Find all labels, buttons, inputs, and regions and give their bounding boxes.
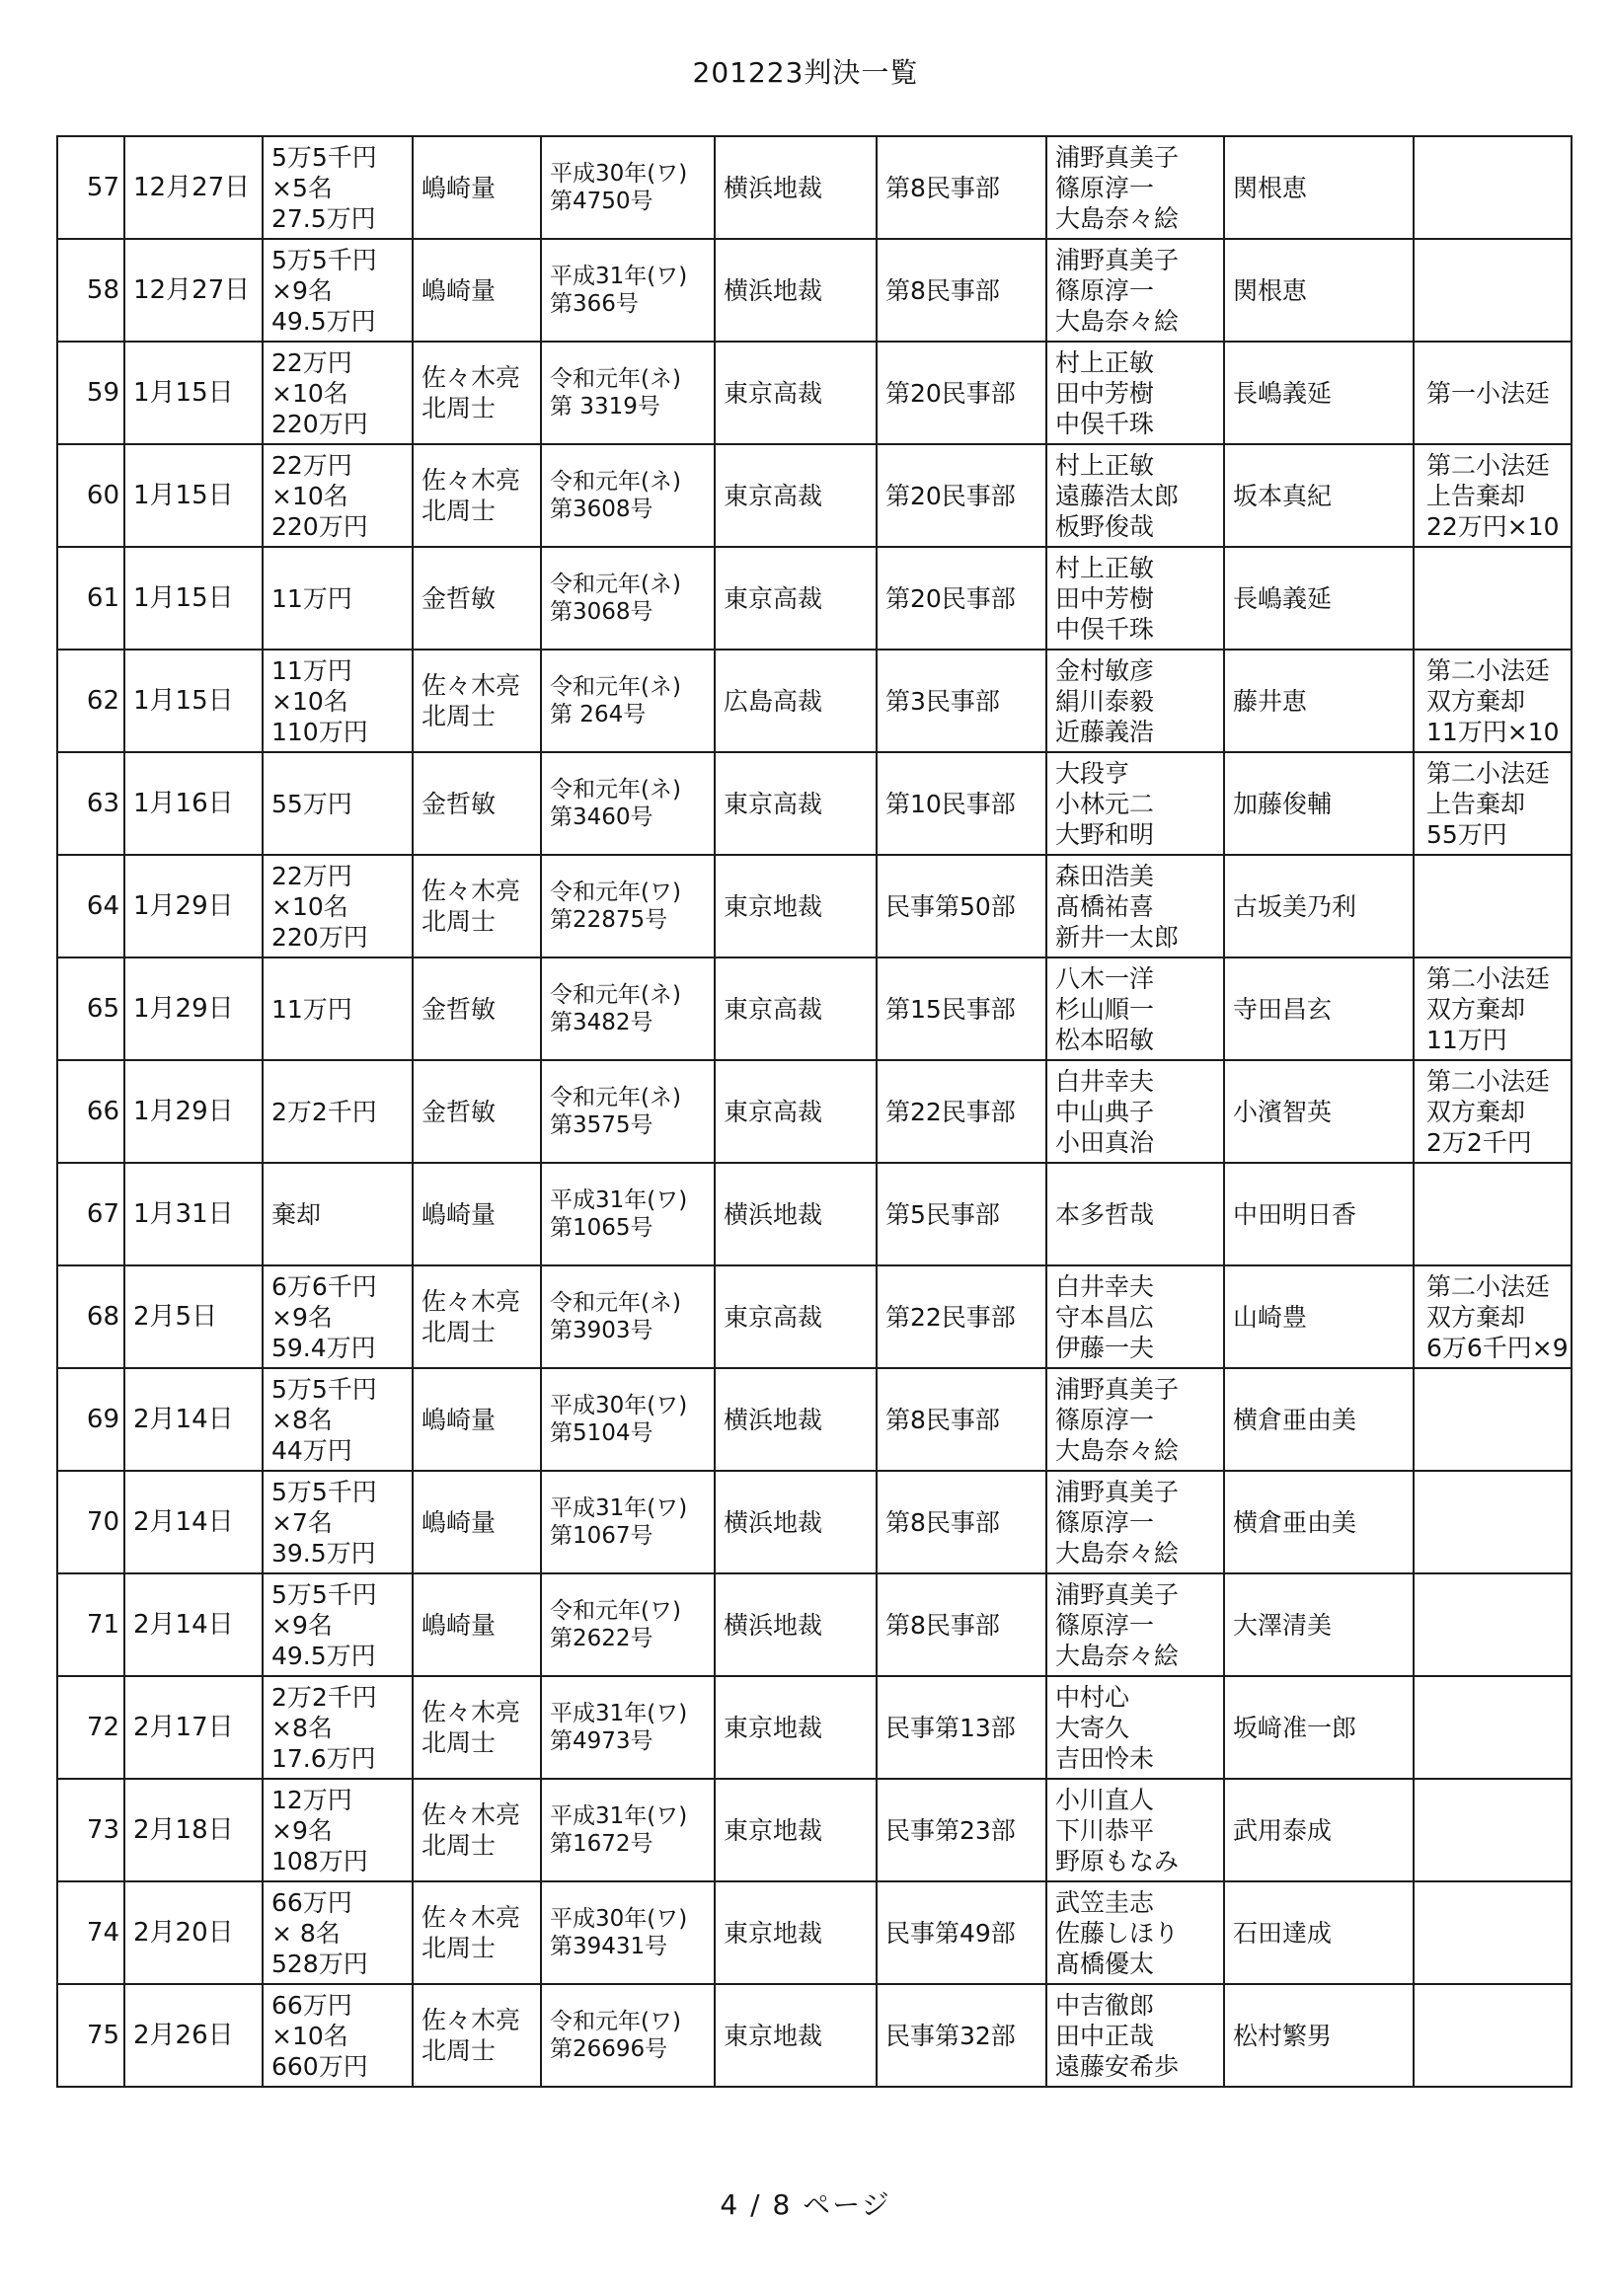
cell-notes (1414, 1368, 1572, 1471)
cell-judges: 浦野真美子 篠原淳一 大島奈々絵 (1046, 1368, 1224, 1471)
cell-date: 2月20日 (124, 1881, 263, 1984)
cell-amount: 5万5千円 ×7名 39.5万円 (263, 1471, 413, 1573)
cell-clerk: 藤井恵 (1224, 650, 1414, 752)
cell-case-id: 平成31年(ワ) 第366号 (541, 239, 715, 342)
cell-date: 2月14日 (124, 1471, 263, 1573)
cell-court: 東京地裁 (715, 1984, 877, 2087)
cell-notes (1414, 547, 1572, 650)
table-row (57, 752, 1572, 855)
cell-notes (1414, 855, 1572, 957)
cell-case-id: 平成30年(ワ) 第39431号 (541, 1881, 715, 1984)
cell-amount: 2万2千円 ×8名 17.6万円 (263, 1676, 413, 1779)
cell-attorney: 金哲敏 (413, 957, 541, 1060)
page-header-title: 201223判決一覧 (692, 56, 919, 89)
cell-date: 1月29日 (124, 1060, 263, 1163)
cell-case-number: 74 (57, 1881, 124, 1984)
cell-amount: 5万5千円 ×8名 44万円 (263, 1368, 413, 1471)
cell-division: 第8民事部 (877, 136, 1046, 239)
table-row (57, 239, 1572, 342)
table-row (57, 136, 1572, 239)
table-row (57, 444, 1572, 547)
verdict-table (56, 135, 1573, 2088)
cell-case-number: 61 (57, 547, 124, 650)
cell-date: 2月26日 (124, 1984, 263, 2087)
cell-division: 第20民事部 (877, 342, 1046, 444)
cell-amount: 11万円 (263, 957, 413, 1060)
cell-case-number: 64 (57, 855, 124, 957)
cell-notes: 第一小法廷 (1414, 342, 1572, 444)
table-row (57, 1163, 1572, 1265)
table-row (57, 1676, 1572, 1779)
cell-court: 横浜地裁 (715, 239, 877, 342)
cell-judges: 中吉徹郎 田中正哉 遠藤安希歩 (1046, 1984, 1224, 2087)
table-row (57, 547, 1572, 650)
cell-case-id: 令和元年(ネ) 第3903号 (541, 1265, 715, 1368)
cell-attorney: 金哲敏 (413, 1060, 541, 1163)
cell-case-id: 平成31年(ワ) 第4973号 (541, 1676, 715, 1779)
cell-attorney: 佐々木亮 北周士 (413, 1676, 541, 1779)
cell-attorney: 嶋崎量 (413, 136, 541, 239)
cell-case-number: 75 (57, 1984, 124, 2087)
cell-notes: 第二小法廷 双方棄却 2万2千円 (1414, 1060, 1572, 1163)
cell-clerk: 大澤清美 (1224, 1573, 1414, 1676)
cell-amount: 22万円 ×10名 220万円 (263, 855, 413, 957)
cell-court: 東京高裁 (715, 1060, 877, 1163)
cell-clerk: 山崎豊 (1224, 1265, 1414, 1368)
cell-date: 2月14日 (124, 1573, 263, 1676)
cell-clerk: 加藤俊輔 (1224, 752, 1414, 855)
cell-division: 民事第23部 (877, 1779, 1046, 1881)
cell-division: 民事第49部 (877, 1881, 1046, 1984)
cell-division: 第8民事部 (877, 1368, 1046, 1471)
cell-amount: 5万5千円 ×5名 27.5万円 (263, 136, 413, 239)
cell-date: 2月5日 (124, 1265, 263, 1368)
cell-clerk: 長嶋義延 (1224, 342, 1414, 444)
cell-amount: 66万円 ×10名 660万円 (263, 1984, 413, 2087)
cell-date: 2月18日 (124, 1779, 263, 1881)
cell-court: 横浜地裁 (715, 1471, 877, 1573)
table-row (57, 1573, 1572, 1676)
cell-judges: 大段亨 小林元二 大野和明 (1046, 752, 1224, 855)
cell-judges: 村上正敏 田中芳樹 中俣千珠 (1046, 547, 1224, 650)
cell-case-number: 58 (57, 239, 124, 342)
cell-notes: 第二小法廷 上告棄却 55万円 (1414, 752, 1572, 855)
cell-amount: 2万2千円 (263, 1060, 413, 1163)
cell-judges: 小川直人 下川恭平 野原もなみ (1046, 1779, 1224, 1881)
cell-attorney: 佐々木亮 北周士 (413, 1984, 541, 2087)
cell-attorney: 嶋崎量 (413, 1368, 541, 1471)
cell-clerk: 松村繁男 (1224, 1984, 1414, 2087)
cell-case-id: 令和元年(ネ) 第 3319号 (541, 342, 715, 444)
cell-amount: 22万円 ×10名 220万円 (263, 342, 413, 444)
table-row (57, 1471, 1572, 1573)
cell-judges: 八木一洋 杉山順一 松本昭敏 (1046, 957, 1224, 1060)
cell-division: 民事第32部 (877, 1984, 1046, 2087)
cell-judges: 本多哲哉 (1046, 1163, 1224, 1265)
cell-notes: 第二小法廷 双方棄却 11万円 (1414, 957, 1572, 1060)
cell-case-number: 69 (57, 1368, 124, 1471)
cell-case-number: 72 (57, 1676, 124, 1779)
cell-judges: 浦野真美子 篠原淳一 大島奈々絵 (1046, 239, 1224, 342)
cell-court: 東京高裁 (715, 342, 877, 444)
cell-clerk: 武用泰成 (1224, 1779, 1414, 1881)
cell-division: 第3民事部 (877, 650, 1046, 752)
cell-date: 1月16日 (124, 752, 263, 855)
cell-date: 2月14日 (124, 1368, 263, 1471)
cell-date: 1月15日 (124, 547, 263, 650)
cell-division: 第22民事部 (877, 1265, 1046, 1368)
cell-judges: 白井幸夫 中山典子 小田真治 (1046, 1060, 1224, 1163)
cell-notes (1414, 1881, 1572, 1984)
cell-date: 2月17日 (124, 1676, 263, 1779)
cell-date: 1月29日 (124, 855, 263, 957)
cell-notes (1414, 239, 1572, 342)
cell-case-id: 令和元年(ワ) 第22875号 (541, 855, 715, 957)
cell-case-number: 59 (57, 342, 124, 444)
cell-division: 第10民事部 (877, 752, 1046, 855)
cell-court: 横浜地裁 (715, 136, 877, 239)
cell-case-number: 57 (57, 136, 124, 239)
table-row (57, 1368, 1572, 1471)
cell-notes (1414, 1984, 1572, 2087)
table-row (57, 342, 1572, 444)
cell-amount: 5万5千円 ×9名 49.5万円 (263, 239, 413, 342)
cell-court: 横浜地裁 (715, 1368, 877, 1471)
cell-judges: 金村敏彦 絹川泰毅 近藤義浩 (1046, 650, 1224, 752)
cell-case-id: 平成31年(ワ) 第1065号 (541, 1163, 715, 1265)
cell-attorney: 佐々木亮 北周士 (413, 855, 541, 957)
cell-case-number: 60 (57, 444, 124, 547)
cell-case-id: 平成30年(ワ) 第4750号 (541, 136, 715, 239)
cell-court: 東京高裁 (715, 1265, 877, 1368)
cell-attorney: 嶋崎量 (413, 1471, 541, 1573)
cell-court: 東京地裁 (715, 1676, 877, 1779)
cell-amount: 66万円 × 8名 528万円 (263, 1881, 413, 1984)
cell-judges: 浦野真美子 篠原淳一 大島奈々絵 (1046, 1573, 1224, 1676)
cell-attorney: 嶋崎量 (413, 239, 541, 342)
cell-case-id: 平成31年(ワ) 第1672号 (541, 1779, 715, 1881)
cell-clerk: 関根恵 (1224, 239, 1414, 342)
cell-division: 第8民事部 (877, 239, 1046, 342)
cell-division: 第20民事部 (877, 444, 1046, 547)
cell-clerk: 坂﨑准一郎 (1224, 1676, 1414, 1779)
cell-judges: 森田浩美 髙橋祐喜 新井一太郎 (1046, 855, 1224, 957)
cell-notes (1414, 1471, 1572, 1573)
cell-clerk: 寺田昌玄 (1224, 957, 1414, 1060)
cell-amount: 55万円 (263, 752, 413, 855)
cell-attorney: 嶋崎量 (413, 1163, 541, 1265)
cell-date: 12月27日 (124, 239, 263, 342)
cell-court: 横浜地裁 (715, 1163, 877, 1265)
cell-court: 広島高裁 (715, 650, 877, 752)
cell-notes (1414, 1676, 1572, 1779)
cell-attorney: 金哲敏 (413, 547, 541, 650)
cell-amount: 5万5千円 ×9名 49.5万円 (263, 1573, 413, 1676)
cell-division: 第8民事部 (877, 1471, 1046, 1573)
cell-notes (1414, 1573, 1572, 1676)
cell-case-number: 62 (57, 650, 124, 752)
cell-judges: 白井幸夫 守本昌広 伊藤一夫 (1046, 1265, 1224, 1368)
table-row (57, 1881, 1572, 1984)
cell-date: 1月29日 (124, 957, 263, 1060)
cell-notes: 第二小法廷 双方棄却 6万6千円×9 (1414, 1265, 1572, 1368)
cell-clerk: 坂本真紀 (1224, 444, 1414, 547)
cell-case-id: 令和元年(ネ) 第3575号 (541, 1060, 715, 1163)
cell-judges: 村上正敏 田中芳樹 中俣千珠 (1046, 342, 1224, 444)
cell-judges: 浦野真美子 篠原淳一 大島奈々絵 (1046, 1471, 1224, 1573)
table-row (57, 1779, 1572, 1881)
cell-division: 第22民事部 (877, 1060, 1046, 1163)
cell-judges: 村上正敏 遠藤浩太郎 板野俊哉 (1046, 444, 1224, 547)
cell-division: 民事第50部 (877, 855, 1046, 957)
cell-amount: 棄却 (263, 1163, 413, 1265)
cell-court: 東京高裁 (715, 547, 877, 650)
table-row (57, 1060, 1572, 1163)
cell-attorney: 佐々木亮 北周士 (413, 444, 541, 547)
cell-division: 民事第13部 (877, 1676, 1046, 1779)
cell-attorney: 金哲敏 (413, 752, 541, 855)
cell-date: 12月27日 (124, 136, 263, 239)
cell-case-number: 68 (57, 1265, 124, 1368)
cell-case-id: 令和元年(ネ) 第3608号 (541, 444, 715, 547)
cell-clerk: 中田明日香 (1224, 1163, 1414, 1265)
cell-case-id: 令和元年(ネ) 第 264号 (541, 650, 715, 752)
cell-judges: 浦野真美子 篠原淳一 大島奈々絵 (1046, 136, 1224, 239)
cell-case-id: 令和元年(ワ) 第2622号 (541, 1573, 715, 1676)
cell-case-number: 67 (57, 1163, 124, 1265)
cell-judges: 中村心 大寄久 吉田怜未 (1046, 1676, 1224, 1779)
cell-clerk: 横倉亜由美 (1224, 1368, 1414, 1471)
cell-clerk: 長嶋義延 (1224, 547, 1414, 650)
cell-court: 横浜地裁 (715, 1573, 877, 1676)
cell-case-number: 63 (57, 752, 124, 855)
cell-notes: 第二小法廷 双方棄却 11万円×10 (1414, 650, 1572, 752)
page-footer-label: 4 / 8 ページ (720, 2188, 891, 2221)
cell-date: 1月15日 (124, 444, 263, 547)
table-row (57, 855, 1572, 957)
cell-division: 第8民事部 (877, 1573, 1046, 1676)
cell-court: 東京地裁 (715, 1881, 877, 1984)
cell-court: 東京高裁 (715, 957, 877, 1060)
cell-attorney: 佐々木亮 北周士 (413, 650, 541, 752)
cell-clerk: 横倉亜由美 (1224, 1471, 1414, 1573)
cell-notes (1414, 1163, 1572, 1265)
cell-date: 1月31日 (124, 1163, 263, 1265)
cell-amount: 12万円 ×9名 108万円 (263, 1779, 413, 1881)
cell-attorney: 佐々木亮 北周士 (413, 342, 541, 444)
cell-date: 1月15日 (124, 650, 263, 752)
cell-case-number: 73 (57, 1779, 124, 1881)
cell-case-id: 令和元年(ワ) 第26696号 (541, 1984, 715, 2087)
cell-division: 第5民事部 (877, 1163, 1046, 1265)
cell-amount: 11万円 (263, 547, 413, 650)
cell-case-id: 平成31年(ワ) 第1067号 (541, 1471, 715, 1573)
cell-case-id: 令和元年(ネ) 第3482号 (541, 957, 715, 1060)
cell-clerk: 石田達成 (1224, 1881, 1414, 1984)
cell-court: 東京地裁 (715, 1779, 877, 1881)
cell-case-number: 70 (57, 1471, 124, 1573)
cell-attorney: 佐々木亮 北周士 (413, 1265, 541, 1368)
cell-case-number: 65 (57, 957, 124, 1060)
cell-amount: 11万円 ×10名 110万円 (263, 650, 413, 752)
cell-case-id: 令和元年(ネ) 第3068号 (541, 547, 715, 650)
cell-division: 第20民事部 (877, 547, 1046, 650)
cell-clerk: 古坂美乃利 (1224, 855, 1414, 957)
cell-notes (1414, 1779, 1572, 1881)
table-row (57, 957, 1572, 1060)
table-row (57, 1984, 1572, 2087)
cell-court: 東京高裁 (715, 752, 877, 855)
cell-court: 東京地裁 (715, 855, 877, 957)
cell-attorney: 佐々木亮 北周士 (413, 1779, 541, 1881)
cell-date: 1月15日 (124, 342, 263, 444)
table-row (57, 1265, 1572, 1368)
cell-case-number: 66 (57, 1060, 124, 1163)
cell-court: 東京高裁 (715, 444, 877, 547)
cell-division: 第15民事部 (877, 957, 1046, 1060)
verdict-table-body (57, 136, 1572, 2087)
cell-attorney: 嶋崎量 (413, 1573, 541, 1676)
cell-attorney: 佐々木亮 北周士 (413, 1881, 541, 1984)
table-row (57, 650, 1572, 752)
cell-case-id: 令和元年(ネ) 第3460号 (541, 752, 715, 855)
cell-amount: 22万円 ×10名 220万円 (263, 444, 413, 547)
cell-clerk: 小濱智英 (1224, 1060, 1414, 1163)
cell-case-id: 平成30年(ワ) 第5104号 (541, 1368, 715, 1471)
cell-amount: 6万6千円 ×9名 59.4万円 (263, 1265, 413, 1368)
cell-notes: 第二小法廷 上告棄却 22万円×10 (1414, 444, 1572, 547)
cell-case-number: 71 (57, 1573, 124, 1676)
cell-judges: 武笠圭志 佐藤しほり 髙橋優太 (1046, 1881, 1224, 1984)
cell-clerk: 関根恵 (1224, 136, 1414, 239)
cell-notes (1414, 136, 1572, 239)
